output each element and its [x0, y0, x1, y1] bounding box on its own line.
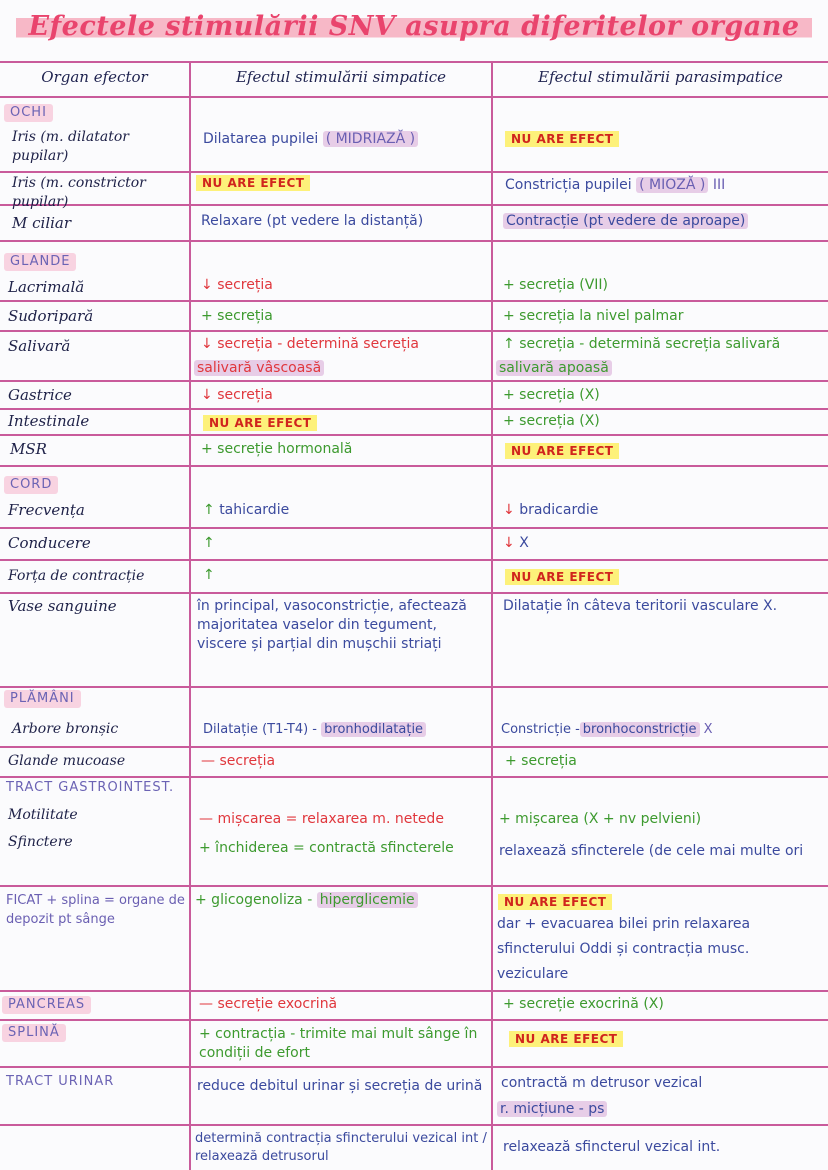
section-liver: FICAT + splina = organe de depozit pt sânge: [6, 893, 185, 927]
sym-lacrimal: ↓ secreția: [201, 277, 273, 293]
divider: [0, 408, 828, 410]
divider: [0, 559, 828, 561]
divider: [0, 592, 828, 594]
mioza-tag: ( MIOZĂ ): [636, 177, 708, 193]
para-sweat: + secreția la nivel palmar: [503, 308, 684, 324]
divider: [0, 465, 828, 467]
no-effect-badge: NU ARE EFECT: [498, 894, 612, 910]
organ-sweat: Sudoripară: [8, 307, 94, 325]
nerve-label: X: [703, 722, 713, 737]
no-effect-badge: NU ARE EFECT: [196, 175, 310, 191]
arrow-down-icon: ↓: [201, 277, 213, 293]
arrow-down-icon: ↓: [503, 535, 515, 551]
para-intestinal: + secreția (X): [503, 413, 600, 429]
organ-frequency: Frecvența: [8, 501, 85, 519]
organ-mucous: Glande mucoase: [8, 753, 126, 769]
section-pancreas: PANCREAS: [2, 996, 91, 1014]
divider: [0, 1124, 828, 1126]
divider: [0, 330, 828, 332]
sym-vessels: în principal, vasoconstricție, afectează majoritatea vaselor din tegument, viscere și parțial din mușchii striați: [197, 598, 467, 652]
divider: [0, 746, 828, 748]
divider: [0, 1019, 828, 1021]
divider: [0, 171, 828, 173]
sym-intestinal: [203, 414, 317, 433]
arrow-up-icon: ↑: [203, 567, 215, 583]
arrow-down-icon: ↓: [201, 336, 213, 352]
organ-salivary: Salivară: [8, 337, 71, 355]
divider: [0, 885, 828, 887]
sym-ciliary: Relaxare (pt vedere la distanță): [201, 213, 424, 229]
arrow-down-icon: ↓: [503, 502, 515, 518]
organ-intestinal: Intestinale: [8, 412, 90, 430]
section-glands: GLANDE: [4, 253, 76, 271]
arrow-down-icon: ↓: [201, 387, 213, 403]
sym-msr: + secreție hormonală: [201, 441, 353, 457]
organ-bronchi: Arbore bronșic: [12, 721, 119, 737]
organ-iris-constrictor: Iris (m. constrictor pupilar): [12, 175, 146, 210]
organ-msr: MSR: [10, 440, 47, 458]
section-heart: CORD: [4, 476, 58, 494]
sym-iris-constrictor: [196, 174, 310, 193]
para-bronchi: Constricție - bronhoconstricție X: [501, 722, 713, 737]
organ-lacrimal: Lacrimală: [8, 278, 85, 296]
para-spleen: [509, 1030, 623, 1049]
section-lungs: PLĂMÂNI: [4, 690, 81, 708]
para-msr: [505, 442, 619, 461]
para-sphincters: relaxează sfincterele (de cele mai multe ori: [499, 843, 804, 859]
organ-gastric: Gastrice: [8, 386, 72, 404]
organ-ciliary: M ciliar: [12, 214, 72, 232]
para-motility: + mișcarea (X + nv pelvieni): [499, 811, 702, 827]
divider: [0, 686, 828, 688]
midriaza-tag: ( MIDRIAZĂ ): [323, 131, 418, 147]
divider: [0, 1066, 828, 1068]
no-effect-badge: NU ARE EFECT: [505, 131, 619, 147]
divider: [0, 380, 828, 382]
header-parasympathetic: Efectul stimulării parasimpatice: [538, 68, 783, 86]
organ-iris-dilator: Iris (m. dilatator pupilar): [12, 129, 129, 164]
column-divider: [491, 62, 493, 1170]
sym-bronchi: Dilatație (T1-T4) - bronhodilatație: [203, 720, 426, 739]
organ-sphincters: Sfinctere: [8, 834, 73, 850]
sym-mucous: — secreția: [201, 753, 276, 769]
para-iris-dilator: [505, 130, 619, 149]
sym-iris-dilator: Dilatarea pupilei ( MIDRIAZĂ ): [203, 130, 418, 149]
no-effect-badge: NU ARE EFECT: [509, 1031, 623, 1047]
para-mucous: + secreția: [505, 753, 577, 769]
no-effect-badge: NU ARE EFECT: [505, 569, 619, 585]
divider: [0, 300, 828, 302]
nerve-label: III: [712, 177, 726, 193]
sym-urinary-1: reduce debitul urinar și secreția de urină: [197, 1078, 483, 1094]
divider: [0, 527, 828, 529]
section-gi: TRACT GASTROINTEST.: [6, 780, 175, 795]
sym-sphincters: + închiderea = contractă sfincterele: [199, 840, 454, 856]
para-pancreas: + secreție exocrină (X): [503, 996, 664, 1012]
arrow-up-icon: ↑: [503, 336, 515, 352]
sym-pancreas: — secreție exocrină: [199, 996, 338, 1012]
sym-conduction: [203, 534, 215, 553]
sym-spleen: + contracția - trimite mai mult sânge în condiții de efort: [199, 1026, 478, 1061]
para-urinary-1: contractă m detrusor vezical: [501, 1075, 703, 1091]
para-urinary-1-hl: r. micțiune - ps: [497, 1100, 607, 1119]
para-gastric: + secreția (X): [503, 387, 600, 403]
para-salivary: ↑ secreția - determină secreția salivară: [503, 336, 781, 352]
section-urinary: TRACT URINAR: [6, 1074, 115, 1089]
arrow-up-icon: ↑: [203, 502, 215, 518]
para-lacrimal: + secreția (VII): [503, 277, 609, 293]
organ-conduction: Conducere: [8, 534, 91, 552]
sym-gastric: ↓ secreția: [201, 387, 273, 403]
sym-salivary-2: salivară vâscoasă: [194, 359, 324, 378]
no-effect-badge: NU ARE EFECT: [505, 443, 619, 459]
sym-liver: + glicogenoliza - hiperglicemie: [195, 891, 418, 910]
para-force: [505, 568, 619, 587]
sym-salivary: ↓ secreția - determină secreția: [201, 336, 419, 352]
sym-force: [203, 566, 215, 585]
para-conduction: ↓ X: [503, 535, 529, 551]
column-divider: [189, 62, 191, 1170]
page-title: Efectele stimulării SNV asupra diferitelor organe: [0, 0, 828, 52]
para-vessels: Dilatație în câteva teritorii vasculare X.: [503, 598, 778, 614]
para-ciliary: Contracție (pt vedere de aproape): [503, 212, 748, 231]
divider: [0, 96, 828, 98]
no-effect-badge: NU ARE EFECT: [203, 415, 317, 431]
para-urinary-2: relaxează sfincterul vezical int.: [503, 1139, 721, 1155]
divider: [0, 434, 828, 436]
header-sympathetic: Efectul stimulării simpatice: [235, 68, 447, 86]
organ-force: Forța de contracție: [8, 568, 145, 584]
section-eye: OCHI: [4, 104, 53, 122]
para-liver-detail: dar + evacuarea bilei prin relaxarea sfincterului Oddi și contracția musc. veziculare: [497, 916, 751, 982]
sym-urinary-2: determină contracția sfincterului vezical int / relaxează detrusorul: [195, 1131, 487, 1164]
sym-frequency: ↑ tahicardie: [203, 502, 290, 518]
organ-vessels: Vase sanguine: [8, 597, 117, 615]
para-frequency: ↓ bradicardie: [503, 502, 599, 518]
organ-motility: Motilitate: [8, 807, 78, 823]
divider: [0, 776, 828, 778]
divider: [0, 61, 828, 63]
arrow-up-icon: ↑: [203, 535, 215, 551]
sym-motility: — mișcarea = relaxarea m. netede: [199, 811, 444, 827]
section-spleen: SPLINĂ: [2, 1024, 66, 1042]
divider: [0, 990, 828, 992]
divider: [0, 240, 828, 242]
para-salivary-2: salivară apoasă: [496, 359, 612, 378]
para-liver: [498, 893, 612, 912]
para-iris-constrictor: Constricția pupilei ( MIOZĂ ) III: [505, 177, 726, 193]
sym-sweat: + secreția: [201, 308, 273, 324]
header-organ: Organ efector: [41, 68, 148, 86]
